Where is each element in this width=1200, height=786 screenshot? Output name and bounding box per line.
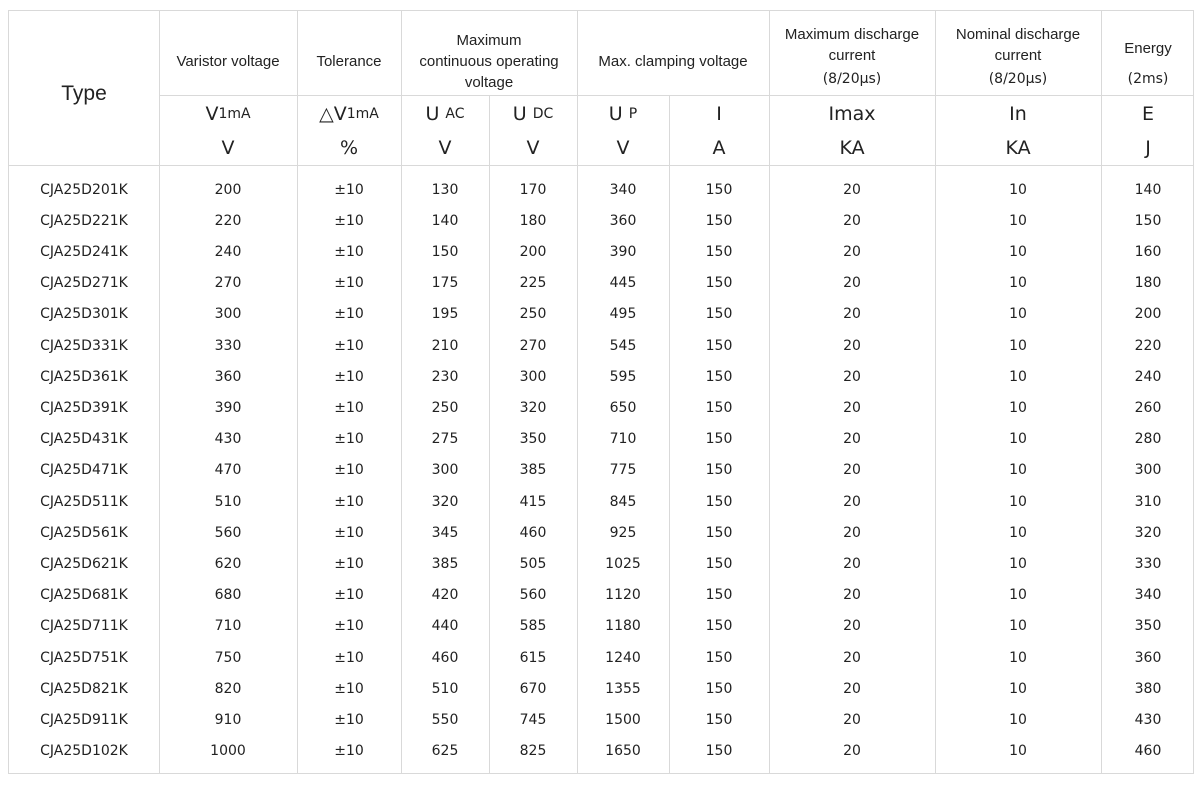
cell-type: CJA25D331K [40,337,128,354]
cell-up: 445 [609,275,637,292]
cell-v1ma: 470 [214,462,242,479]
cell-imax: 20 [843,399,861,416]
header-varistor-voltage: Varistor voltage [176,52,280,70]
cell-e: 260 [1134,399,1162,416]
cell-v1ma: 560 [214,524,242,541]
cell-in: 10 [1009,524,1027,541]
header-energy: Energy [1124,39,1172,57]
cell-tol: ±10 [334,212,364,229]
cell-uac: 250 [431,399,459,416]
cell-i: 150 [705,743,733,760]
cell-up: 595 [609,368,637,385]
cell-in: 10 [1009,649,1027,666]
symbol-v1ma: V 1mA [205,103,251,125]
cell-tol: ±10 [334,587,364,604]
cell-in: 10 [1009,587,1027,604]
cell-in: 10 [1009,431,1027,448]
cell-uac: 510 [431,680,459,697]
symbol-udc: U DC [512,103,554,125]
cell-udc: 180 [519,212,547,229]
cell-uac: 275 [431,431,459,448]
cell-type: CJA25D241K [40,243,128,260]
cell-up: 1240 [605,649,641,666]
cell-imax: 20 [843,618,861,635]
cell-e: 330 [1134,555,1162,572]
cell-tol: ±10 [334,431,364,448]
unit-in: KA [1005,137,1031,159]
cell-e: 310 [1134,493,1162,510]
cell-e: 430 [1134,711,1162,728]
cell-v1ma: 1000 [210,743,246,760]
varistor-spec-table [8,10,1194,774]
cell-up: 390 [609,243,637,260]
cell-e: 340 [1134,587,1162,604]
cell-udc: 615 [519,649,547,666]
symbol-delta-v1ma: △V 1mA [319,103,379,125]
cell-in: 10 [1009,555,1027,572]
symbol-e: E [1141,103,1154,125]
cell-in: 10 [1009,337,1027,354]
cell-uac: 150 [431,243,459,260]
cell-uac: 345 [431,524,459,541]
cell-type: CJA25D431K [40,431,128,448]
cell-e: 380 [1134,680,1162,697]
symbol-in: In [1009,103,1027,125]
unit-imax: KA [839,137,865,159]
symbol-i: I [716,103,722,125]
cell-type: CJA25D751K [40,649,128,666]
cell-imax: 20 [843,275,861,292]
cell-v1ma: 220 [214,212,242,229]
cell-uac: 140 [431,212,459,229]
cell-uac: 300 [431,462,459,479]
cell-v1ma: 360 [214,368,242,385]
cell-type: CJA25D201K [40,181,128,198]
cell-e: 150 [1134,212,1162,229]
cell-in: 10 [1009,711,1027,728]
cell-i: 150 [705,555,733,572]
cell-i: 150 [705,618,733,635]
cell-up: 545 [609,337,637,354]
cell-in: 10 [1009,368,1027,385]
cell-imax: 20 [843,555,861,572]
cell-type: CJA25D511K [40,493,128,510]
cell-udc: 560 [519,587,547,604]
cell-e: 220 [1134,337,1162,354]
cell-in: 10 [1009,680,1027,697]
cell-type: CJA25D301K [40,306,128,323]
header-max-clamping-voltage: Max. clamping voltage [598,52,748,70]
cell-uac: 210 [431,337,459,354]
cell-up: 340 [609,181,637,198]
cell-i: 150 [705,337,733,354]
cell-v1ma: 330 [214,337,242,354]
unit-tolerance: % [339,137,359,159]
unit-udc: V [526,137,540,159]
symbol-up: U P [608,103,638,125]
cell-type: CJA25D681K [40,587,128,604]
cell-i: 150 [705,462,733,479]
cell-udc: 300 [519,368,547,385]
unit-uac: V [438,137,452,159]
cell-udc: 415 [519,493,547,510]
cell-udc: 200 [519,243,547,260]
cell-up: 1120 [605,587,641,604]
cell-tol: ±10 [334,368,364,385]
cell-tol: ±10 [334,555,364,572]
cell-udc: 225 [519,275,547,292]
unit-e: J [1145,137,1151,159]
cell-up: 1025 [605,555,641,572]
cell-in: 10 [1009,243,1027,260]
cell-in: 10 [1009,743,1027,760]
cell-i: 150 [705,243,733,260]
cell-udc: 460 [519,524,547,541]
cell-v1ma: 200 [214,181,242,198]
cell-uac: 230 [431,368,459,385]
cell-up: 775 [609,462,637,479]
cell-up: 1180 [605,618,641,635]
cell-in: 10 [1009,618,1027,635]
header-max-continuous-voltage: Maximum continuous operating voltage [419,31,559,91]
cell-udc: 385 [519,462,547,479]
header-tolerance: Tolerance [316,52,382,70]
cell-imax: 20 [843,711,861,728]
header-type: Type [61,82,107,105]
cell-e: 200 [1134,306,1162,323]
cell-in: 10 [1009,181,1027,198]
cell-imax: 20 [843,181,861,198]
cell-v1ma: 240 [214,243,242,260]
cell-imax: 20 [843,680,861,697]
cell-udc: 250 [519,306,547,323]
cell-udc: 350 [519,431,547,448]
unit-v1ma: V [221,137,235,159]
cell-up: 1500 [605,711,641,728]
cell-in: 10 [1009,212,1027,229]
cell-v1ma: 910 [214,711,242,728]
cell-udc: 585 [519,618,547,635]
cell-tol: ±10 [334,337,364,354]
cell-i: 150 [705,368,733,385]
cell-i: 150 [705,275,733,292]
cell-v1ma: 750 [214,649,242,666]
cell-imax: 20 [843,493,861,510]
cell-e: 460 [1134,743,1162,760]
cell-e: 360 [1134,649,1162,666]
cell-v1ma: 710 [214,618,242,635]
cell-uac: 195 [431,306,459,323]
cell-e: 240 [1134,368,1162,385]
cell-up: 1650 [605,743,641,760]
cell-e: 140 [1134,181,1162,198]
cell-tol: ±10 [334,243,364,260]
cell-imax: 20 [843,368,861,385]
cell-type: CJA25D221K [40,212,128,229]
header-max-discharge-condition: (8/20μs) [822,71,882,87]
cell-i: 150 [705,711,733,728]
cell-tol: ±10 [334,181,364,198]
cell-imax: 20 [843,743,861,760]
cell-tol: ±10 [334,524,364,541]
cell-imax: 20 [843,524,861,541]
cell-v1ma: 620 [214,555,242,572]
cell-up: 650 [609,399,637,416]
cell-v1ma: 510 [214,493,242,510]
cell-uac: 460 [431,649,459,666]
cell-tol: ±10 [334,462,364,479]
cell-uac: 385 [431,555,459,572]
cell-type: CJA25D561K [40,524,128,541]
cell-uac: 550 [431,711,459,728]
cell-uac: 130 [431,181,459,198]
cell-in: 10 [1009,306,1027,323]
cell-i: 150 [705,181,733,198]
cell-tol: ±10 [334,649,364,666]
cell-type: CJA25D621K [40,555,128,572]
cell-v1ma: 300 [214,306,242,323]
cell-v1ma: 270 [214,275,242,292]
cell-udc: 270 [519,337,547,354]
cell-i: 150 [705,649,733,666]
cell-uac: 440 [431,618,459,635]
cell-tol: ±10 [334,680,364,697]
unit-i: A [712,137,726,159]
cell-type: CJA25D391K [40,399,128,416]
cell-imax: 20 [843,431,861,448]
cell-tol: ±10 [334,275,364,292]
cell-imax: 20 [843,212,861,229]
cell-in: 10 [1009,275,1027,292]
cell-e: 180 [1134,275,1162,292]
cell-e: 160 [1134,243,1162,260]
cell-i: 150 [705,306,733,323]
cell-type: CJA25D471K [40,462,128,479]
header-nominal-discharge-current: Nominal discharge current [955,26,1081,64]
cell-udc: 505 [519,555,547,572]
cell-imax: 20 [843,462,861,479]
cell-e: 280 [1134,431,1162,448]
cell-type: CJA25D361K [40,368,128,385]
cell-imax: 20 [843,649,861,666]
cell-tol: ±10 [334,306,364,323]
cell-imax: 20 [843,243,861,260]
cell-i: 150 [705,431,733,448]
cell-i: 150 [705,524,733,541]
cell-up: 360 [609,212,637,229]
cell-uac: 175 [431,275,459,292]
cell-i: 150 [705,493,733,510]
cell-type: CJA25D271K [40,275,128,292]
cell-type: CJA25D102K [40,743,128,760]
cell-tol: ±10 [334,399,364,416]
grid-line [9,165,1193,166]
cell-type: CJA25D711K [40,618,128,635]
header-energy-condition: (2ms) [1127,71,1169,87]
cell-imax: 20 [843,337,861,354]
cell-tol: ±10 [334,743,364,760]
cell-i: 150 [705,399,733,416]
cell-v1ma: 820 [214,680,242,697]
symbol-uac: U AC [425,103,465,125]
cell-up: 845 [609,493,637,510]
cell-v1ma: 390 [214,399,242,416]
header-max-discharge-current: Maximum discharge current [784,26,920,64]
cell-up: 1355 [605,680,641,697]
cell-up: 710 [609,431,637,448]
cell-tol: ±10 [334,493,364,510]
cell-udc: 170 [519,181,547,198]
cell-i: 150 [705,212,733,229]
cell-e: 320 [1134,524,1162,541]
cell-udc: 670 [519,680,547,697]
unit-up: V [616,137,630,159]
cell-v1ma: 430 [214,431,242,448]
cell-up: 925 [609,524,637,541]
cell-udc: 825 [519,743,547,760]
cell-i: 150 [705,680,733,697]
cell-udc: 320 [519,399,547,416]
cell-i: 150 [705,587,733,604]
cell-uac: 420 [431,587,459,604]
cell-uac: 625 [431,743,459,760]
cell-v1ma: 680 [214,587,242,604]
cell-up: 495 [609,306,637,323]
cell-in: 10 [1009,493,1027,510]
cell-type: CJA25D911K [40,711,128,728]
cell-in: 10 [1009,399,1027,416]
cell-tol: ±10 [334,618,364,635]
cell-uac: 320 [431,493,459,510]
cell-tol: ±10 [334,711,364,728]
cell-in: 10 [1009,462,1027,479]
cell-imax: 20 [843,587,861,604]
cell-e: 300 [1134,462,1162,479]
cell-imax: 20 [843,306,861,323]
symbol-imax: Imax [828,103,876,125]
cell-type: CJA25D821K [40,680,128,697]
cell-udc: 745 [519,711,547,728]
header-nominal-discharge-condition: (8/20μs) [988,71,1048,87]
cell-e: 350 [1134,618,1162,635]
